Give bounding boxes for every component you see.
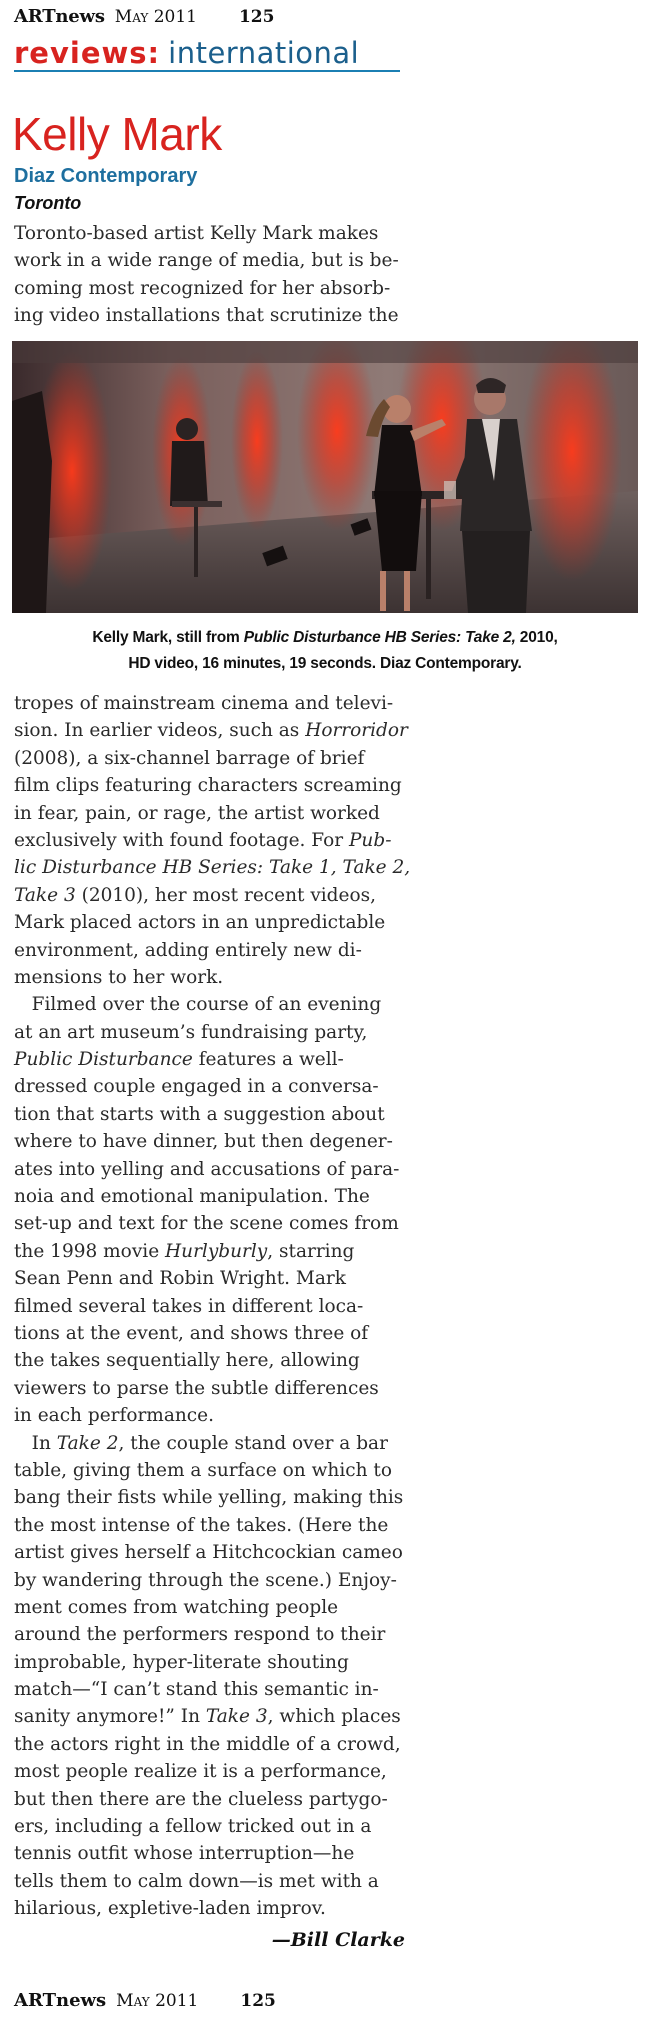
artist-name: Kelly Mark: [12, 108, 222, 160]
text-line: mensions to her work.: [14, 966, 224, 988]
text-line: filmed several takes in different loca-: [14, 1295, 364, 1317]
publication-name: ARTnews: [14, 6, 105, 27]
intro-paragraph: [14, 220, 414, 330]
text-line: noia and emotional manipulation. The: [14, 1186, 370, 1208]
text-line: coming most recognized for her absorb-: [14, 277, 391, 299]
text-line: the 1998 movie Hurlyburly, starring: [14, 1240, 355, 1262]
text-line: in each performance.: [14, 1405, 214, 1427]
text-line: tells them to calm down—is met with a: [14, 1870, 379, 1892]
publication-name: ARTnews: [14, 1990, 107, 2011]
text-line: sanity anymore!” In Take 3, which places: [14, 1706, 401, 1728]
text-line: Public Disturbance features a well-: [14, 1049, 344, 1071]
text-line: [14, 854, 414, 881]
section-sublabel: international: [168, 36, 360, 70]
text-line: ment comes from watching people: [14, 1596, 339, 1618]
text-line: environment, adding entirely new di-: [14, 939, 362, 961]
text-line: set-up and text for the scene comes from: [14, 1213, 399, 1235]
work-title: Horroridor: [305, 720, 408, 742]
section-heading: [14, 36, 400, 72]
text-line: ates into yelling and accusations of para-: [14, 1158, 400, 1180]
text-line: by wandering through the scene.) Enjoy-: [14, 1569, 397, 1591]
running-header: [14, 6, 274, 30]
text-line: Take 3 (2010), her most recent videos,: [14, 884, 376, 906]
caption-text: Kelly Mark, still from: [92, 629, 244, 646]
text-line: hilarious, expletive-laden improv.: [14, 1898, 326, 1920]
work-title: Take 2: [56, 1432, 119, 1454]
figure-caption-line-2: HD video, 16 minutes, 19 seconds. Diaz Contemporary.: [128, 655, 522, 672]
text-line: the actors right in the middle of a crowd,: [14, 1733, 401, 1755]
text-line: Mark placed actors in an unpredictable: [14, 912, 386, 934]
issue-date: May 2011: [116, 1991, 199, 2011]
text-line: Sean Penn and Robin Wright. Mark: [14, 1268, 346, 1290]
city-name: Toronto: [14, 193, 82, 213]
caption-text: 2010,: [515, 629, 558, 646]
work-title: lic Disturbance HB Series: Take 1, Take 2,: [14, 857, 411, 879]
text-line: film clips featuring characters screaming: [14, 775, 402, 797]
text-line: match—“I can’t stand this semantic in-: [14, 1679, 379, 1701]
text-line: most people realize it is a performance,: [14, 1761, 387, 1783]
text-line: improbable, hyper-literate shouting: [14, 1651, 349, 1673]
text-line: (2008), a six-channel barrage of brief: [14, 747, 365, 769]
text-line: at an art museum’s fundraising party,: [14, 1021, 368, 1043]
text-line: ers, including a fellow tricked out in a: [14, 1816, 372, 1838]
text-line: work in a wide range of media, but is be-: [14, 250, 399, 272]
page-number: 125: [238, 7, 275, 27]
text-line: where to have dinner, but then degener-: [14, 1131, 393, 1153]
page-number: 125: [240, 1991, 276, 2011]
review-body: [14, 690, 414, 1923]
section-label: reviews:: [14, 36, 161, 70]
text-line: but then there are the clueless partygo-: [14, 1788, 388, 1810]
work-title: Pub-: [348, 829, 392, 851]
text-line: bang their fists while yelling, making this: [14, 1487, 404, 1509]
caption-work-title: Public Disturbance HB Series: Take 2,: [243, 629, 516, 646]
text-line: sion. In earlier videos, such as Horroridor: [14, 720, 408, 742]
film-title: Hurlyburly: [165, 1240, 268, 1262]
text-line: artist gives herself a Hitchcockian cameo: [14, 1542, 403, 1564]
text-line: dressed couple engaged in a conversa-: [14, 1076, 379, 1098]
issue-date: May 2011: [114, 7, 197, 27]
text-line: viewers to parse the subtle differences: [14, 1377, 379, 1399]
figure-caption-line-1: [0, 625, 650, 651]
work-title: Take 3: [14, 884, 76, 906]
text-line: exclusively with found footage. For Pub-: [14, 829, 392, 851]
text-line: Toronto-based artist Kelly Mark makes: [14, 223, 379, 244]
text-line: the most intense of the takes. (Here the: [14, 1514, 389, 1536]
text-line: tropes of mainstream cinema and televi-: [14, 693, 394, 714]
text-line: tion that starts with a suggestion about: [14, 1103, 385, 1125]
text-line: Filmed over the course of an evening: [14, 994, 382, 1016]
text-line: ing video installations that scrutinize the: [14, 305, 399, 327]
text-line: in fear, pain, or rage, the artist worked: [14, 802, 380, 824]
gallery-name: Diaz Contemporary: [14, 165, 198, 187]
text-line: the takes sequentially here, allowing: [14, 1350, 360, 1372]
text-line: table, giving them a surface on which to: [14, 1459, 392, 1481]
text-line: around the performers respond to their: [14, 1624, 386, 1646]
text-line: tions at the event, and shows three of: [14, 1322, 369, 1344]
running-footer: [14, 1990, 276, 2011]
video-still-image: [12, 341, 638, 613]
byline: —Bill Clarke: [271, 1929, 405, 1951]
work-title: Take 3: [205, 1706, 268, 1728]
text-line: tennis outfit whose interruption—he: [14, 1843, 355, 1865]
work-title: Public Disturbance: [14, 1049, 193, 1071]
text-line: In Take 2, the couple stand over a bar: [14, 1432, 388, 1454]
